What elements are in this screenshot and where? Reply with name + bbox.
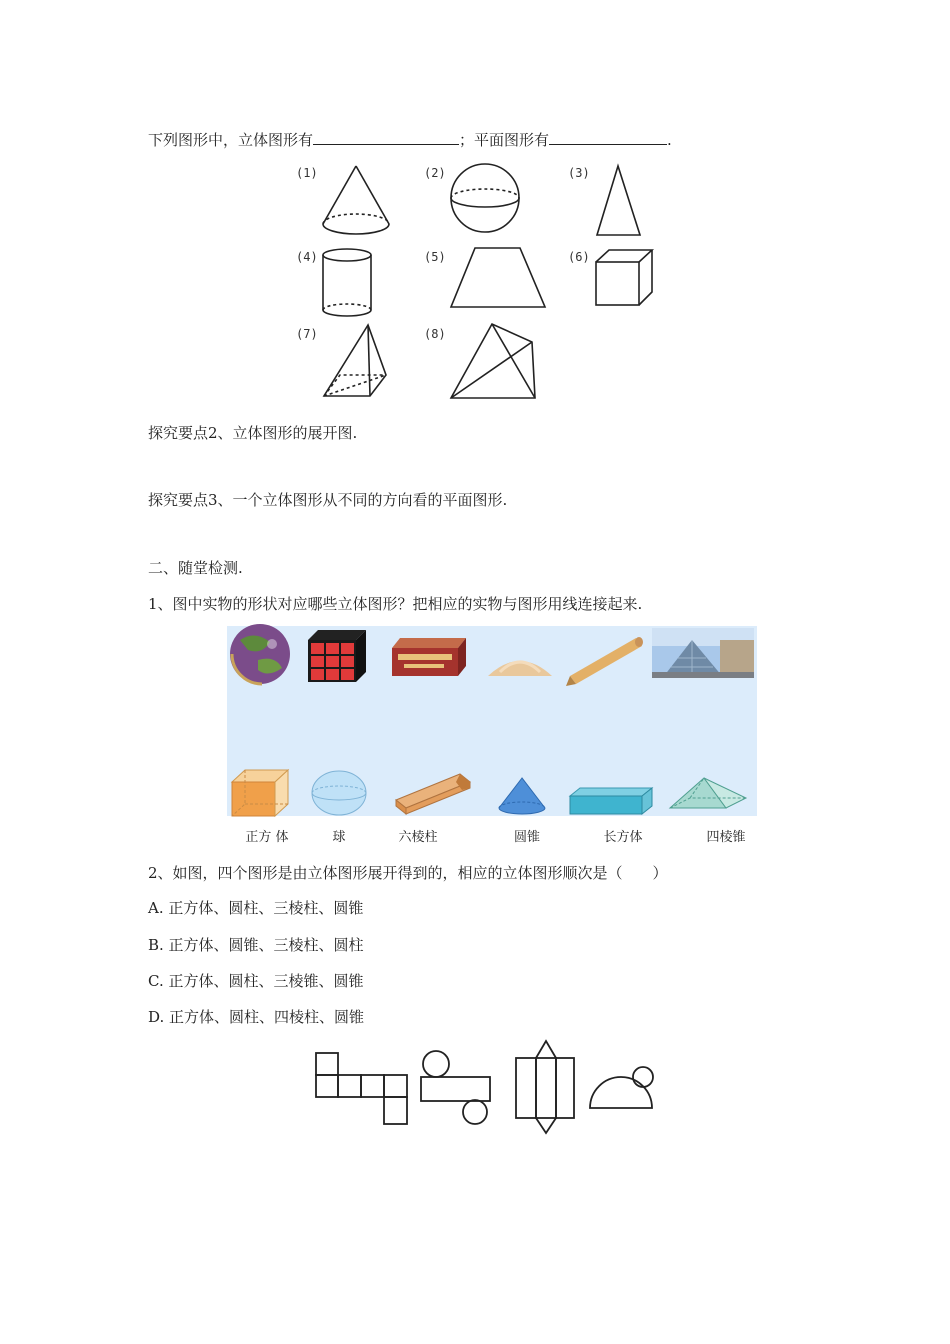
caption-cube: 正方 体	[245, 830, 289, 845]
option-d[interactable]: D. 正方体、圆柱、四棱柱、圆锥	[148, 1008, 365, 1026]
option-b[interactable]: B. 正方体、圆锥、三棱柱、圆柱	[148, 936, 364, 954]
option-a[interactable]: A. 正方体、圆柱、三棱柱、圆锥	[148, 899, 364, 917]
semicolon: ；	[459, 131, 475, 149]
figure-label-4: (4)	[296, 250, 318, 264]
figure-label-3: (3)	[568, 166, 590, 180]
figure-label-2: (2)	[424, 166, 446, 180]
prism-net	[516, 1041, 574, 1133]
question-mid: 平面图形有	[474, 131, 550, 149]
caption-cuboid: 长方体	[603, 830, 643, 845]
figure-label-7: (7)	[296, 327, 318, 341]
question-2: 2、如图，四个图形是由立体图形展开得到的，相应的立体图形顺次是（ ）	[148, 864, 668, 882]
caption-square-pyramid: 四棱锥	[706, 830, 746, 845]
exploration-point-3: 探究要点3、一个立体图形从不同的方向看的平面图形.	[148, 491, 508, 509]
question-end: .	[667, 131, 672, 149]
option-c[interactable]: C. 正方体、圆柱、三棱锥、圆锥	[148, 972, 364, 990]
cylinder-net	[421, 1051, 490, 1124]
caption-sphere: 球	[332, 830, 346, 845]
question-1: 1、图中实物的形状对应哪些立体图形？把相应的实物与图形用线连接起来.	[148, 595, 643, 613]
caption-hexagonal-prism: 六棱柱	[398, 830, 438, 845]
figure-label-5: (5)	[424, 250, 446, 264]
caption-cone: 圆锥	[513, 830, 540, 845]
question-prefix: 下列图形中，立体图形有	[148, 131, 314, 149]
cube-net	[316, 1053, 407, 1124]
figure-label-8: (8)	[424, 327, 446, 341]
exploration-point-2: 探究要点2、立体图形的展开图.	[148, 424, 358, 442]
section-heading: 二、随堂检测.	[148, 559, 243, 577]
cone-net	[590, 1067, 653, 1108]
figure-label-6: (6)	[568, 250, 590, 264]
figure-label-1: (1)	[296, 166, 318, 180]
